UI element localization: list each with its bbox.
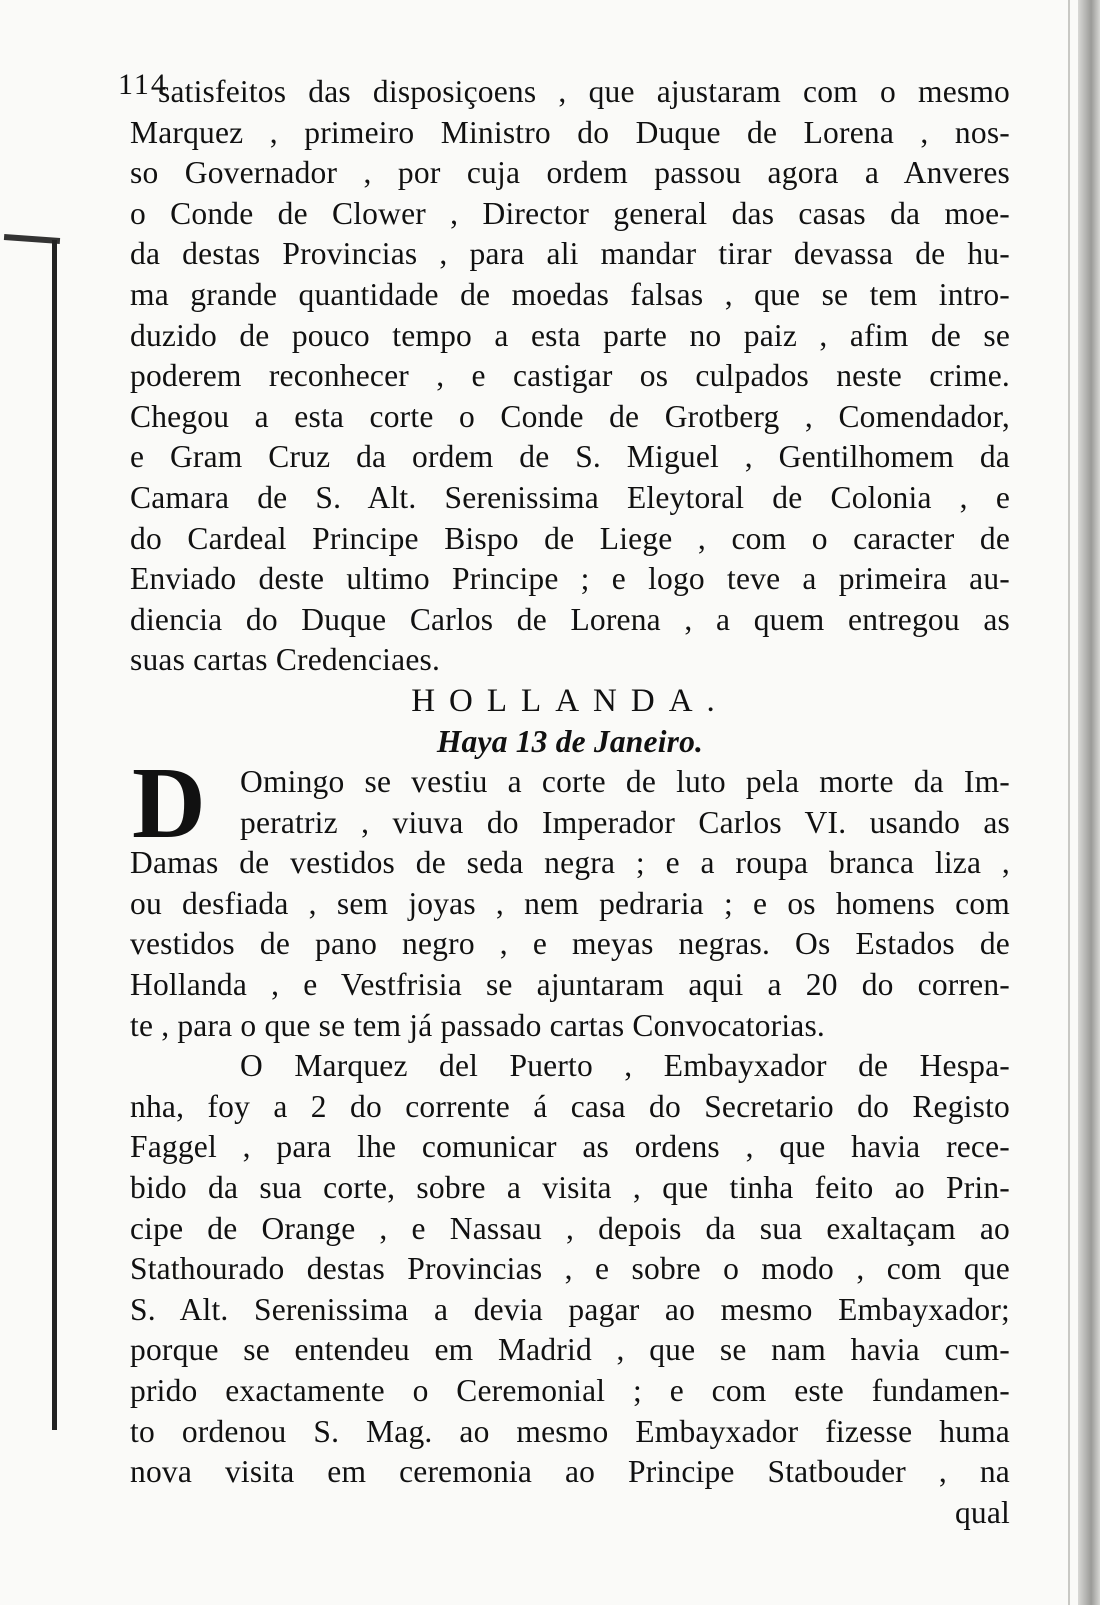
dateline: Haya 13 de Janeiro. [436, 723, 704, 759]
text-line: S. Alt. Serenissima a devia pagar ao mesmo Embayxador; [130, 1291, 1010, 1327]
text-line: Stathourado destas Provincias , e sobre o modo , com que [130, 1251, 1010, 1287]
text-line: prido exactamente o Ceremonial ; e com este fundamen- [130, 1373, 1010, 1408]
text-line: Enviado deste ultimo Principe ; e logo teve a primeira au- [130, 561, 1010, 597]
text-line: Damas de vestidos de seda negra ; e a roupa branca liza , [130, 845, 1010, 881]
text-line: Camara de S. Alt. Serenissima Eleytoral de Colonia , e [130, 479, 1010, 515]
page-edge [1078, 0, 1100, 1605]
binding-line [52, 240, 57, 1430]
text-line: duzido de pouco tempo a esta parte no paiz , afim de se [130, 317, 1010, 353]
text-line: te , para o que se tem já passado cartas Convocatorias. [130, 1007, 826, 1043]
text-line: satisfeitos das disposiçoens , que ajustaram com o mesmo [158, 74, 1010, 109]
text-line: suas cartas Credenciaes. [130, 642, 441, 678]
text-line: cipe de Orange , e Nassau , depois da sua exaltaçam ao [130, 1210, 1010, 1246]
text-line: Hollanda , e Vestfrisia se ajuntaram aqui a 20 do corren- [130, 967, 1010, 1003]
catchword: qual [954, 1494, 1010, 1530]
section-heading: HOLLANDA. [411, 682, 729, 719]
text-line: O Marquez del Puerto , Embayxador de Hespa- [240, 1048, 1010, 1084]
text-line: ma grande quantidade de moedas falsas , que se tem intro- [130, 276, 1010, 312]
text-line: vestidos de pano negro , e meyas negras. Os Estados de [130, 926, 1010, 962]
drop-cap: D [132, 747, 206, 861]
paragraph-with-dropcap [130, 747, 1010, 1046]
text-line: bido da sua corte, sobre a visita , que tinha feito ao Prin- [130, 1170, 1010, 1206]
body-text [130, 72, 1010, 1533]
text-line: Omingo se vestiu a corte de luto pela morte da Im- [240, 764, 1010, 800]
page-number: 114 [118, 68, 168, 101]
text-line: diencia do Duque Carlos de Lorena , a quem entregou as [130, 601, 1010, 637]
text-line: Marquez , primeiro Ministro do Duque de Lorena , nos- [130, 114, 1010, 150]
text-line: poderem reconhecer , e castigar os culpados neste crime. [130, 358, 1010, 394]
text-line: o Conde de Clower , Director general das casas da moe- [130, 195, 1010, 231]
text-line: nova visita em ceremonia ao Principe Statbouder , na [130, 1454, 1010, 1490]
text-line: Faggel , para lhe comunicar as ordens , que havia rece- [130, 1129, 1010, 1165]
text-line: peratriz , viuva do Imperador Carlos VI. usando as [240, 804, 1010, 840]
text-line: do Cardeal Principe Bispo de Liege , com o caracter de [130, 520, 1010, 556]
text-line: Chegou a esta corte o Conde de Grotberg , Comendador, [130, 398, 1010, 434]
page-edge-line [1068, 0, 1070, 1605]
text-line: so Governador , por cuja ordem passou agora a Anveres [130, 155, 1010, 191]
text-line: e Gram Cruz da ordem de S. Miguel , Gentilhomem da [130, 439, 1010, 475]
text-line: nha, foy a 2 do corrente á casa do Secretario do Registo [130, 1088, 1010, 1124]
text-line: to ordenou S. Mag. ao mesmo Embayxador fizesse huma [130, 1413, 1010, 1449]
text-line: porque se entendeu em Madrid , que se nam havia cum- [130, 1332, 1010, 1368]
text-line: ou desfiada , sem joyas , nem pedraria ; e os homens com [130, 885, 1010, 921]
text-line: da destas Provincias , para ali mandar tirar devassa de hu- [130, 236, 1010, 272]
